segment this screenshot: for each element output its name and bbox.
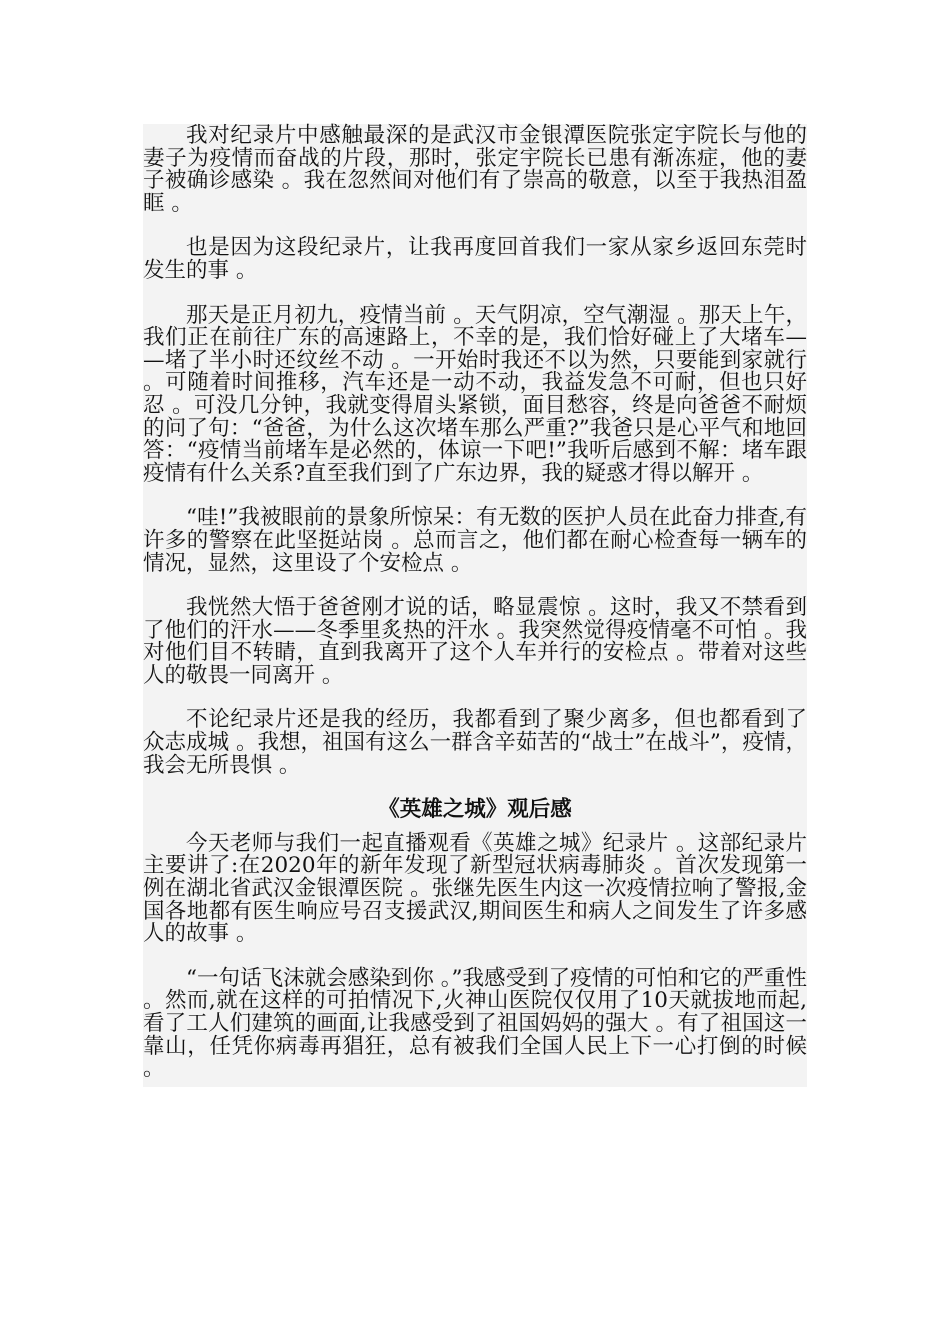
paragraph: 我对纪录片中感触最深的是武汉市金银潭医院张定宇院长与他的妻子为疫情而奋战的片段，那时，张定宇院长已患有渐冻症，他的妻子被确诊感染 。我在忽然间对他们有了崇高的敬意，以至于我热泪盈眶 。: [143, 123, 807, 216]
text-body: [143, 124, 807, 1087]
paragraph: 不论纪录片还是我的经历，我都看到了聚少离多，但也都看到了众志成城 。我想，祖国有这么一群含辛茹苦的“战士”在战斗”，疫情，我会无所畏惧 。: [143, 707, 807, 778]
paragraph: “一句话飞沫就会感染到你 。”我感受到了疫情的可怕和它的严重性 。然而,就在这样的可拍情况下,火神山医院仅仅用了10天就拔地而起,看了工人们建筑的画面,让我感受到了祖国妈妈的强大 。有了祖国这一靠山，任凭你病毒再猖狂，总有被我们全国人民上下一心打倒的时候 。: [143, 965, 807, 1082]
paragraph: “哇!”我被眼前的景象所惊呆：有无数的医护人员在此奋力排查,有许多的警察在此坚挺站岗 。总而言之，他们都在耐心检查每一辆车的情况，显然，这里设了个安检点 。: [143, 505, 807, 576]
paragraph: 我恍然大悟于爸爸刚才说的话，略显震惊 。这时，我又不禁看到了他们的汗水——冬季里炙热的汗水 。我突然觉得疫情毫不可怕 。我对他们目不转睛，直到我离开了这个人车并行的安检点 。带着对这些人的敬畏一同离开 。: [143, 595, 807, 688]
paragraph: 那天是正月初九，疫情当前 。天气阴凉，空气潮湿 。那天上午，我们正在前往广东的高速路上，不幸的是，我们恰好碰上了大堵车——堵了半小时还纹丝不动 。一开始时我还不以为然，只要能到家就行 。可随着时间推移，汽车还是一动不动，我益发急不可耐，但也只好忍 。可没几分钟，我就变得眉头紧锁，面目愁容，终是向爸爸不耐烦的问了句：“爸爸，为什么这次堵车那么严重?”我爸只是心平气和地回答：“疫情当前堵车是必然的，体谅一下吧!”我听后感到不解：堵车跟疫情有什么关系?直至我们到了广东边界，我的疑惑才得以解开 。: [143, 302, 807, 486]
paragraph: 也是因为这段纪录片，让我再度回首我们一家从家乡返回东莞时发生的事 。: [143, 235, 807, 283]
section-heading: 《英雄之城》观后感: [378, 797, 572, 823]
paragraph: 今天老师与我们一起直播观看《英雄之城》纪录片 。这部纪录片主要讲了:在2020年的新年发现了新型冠状病毒肺炎 。首次发现第一例在湖北省武汉金银潭医院 。张继先医生内这一次疫情拉响了警报,金国各地都有医生响应号召支援武汉,期间医生和病人之间发生了许多感人的故事 。: [143, 830, 807, 947]
